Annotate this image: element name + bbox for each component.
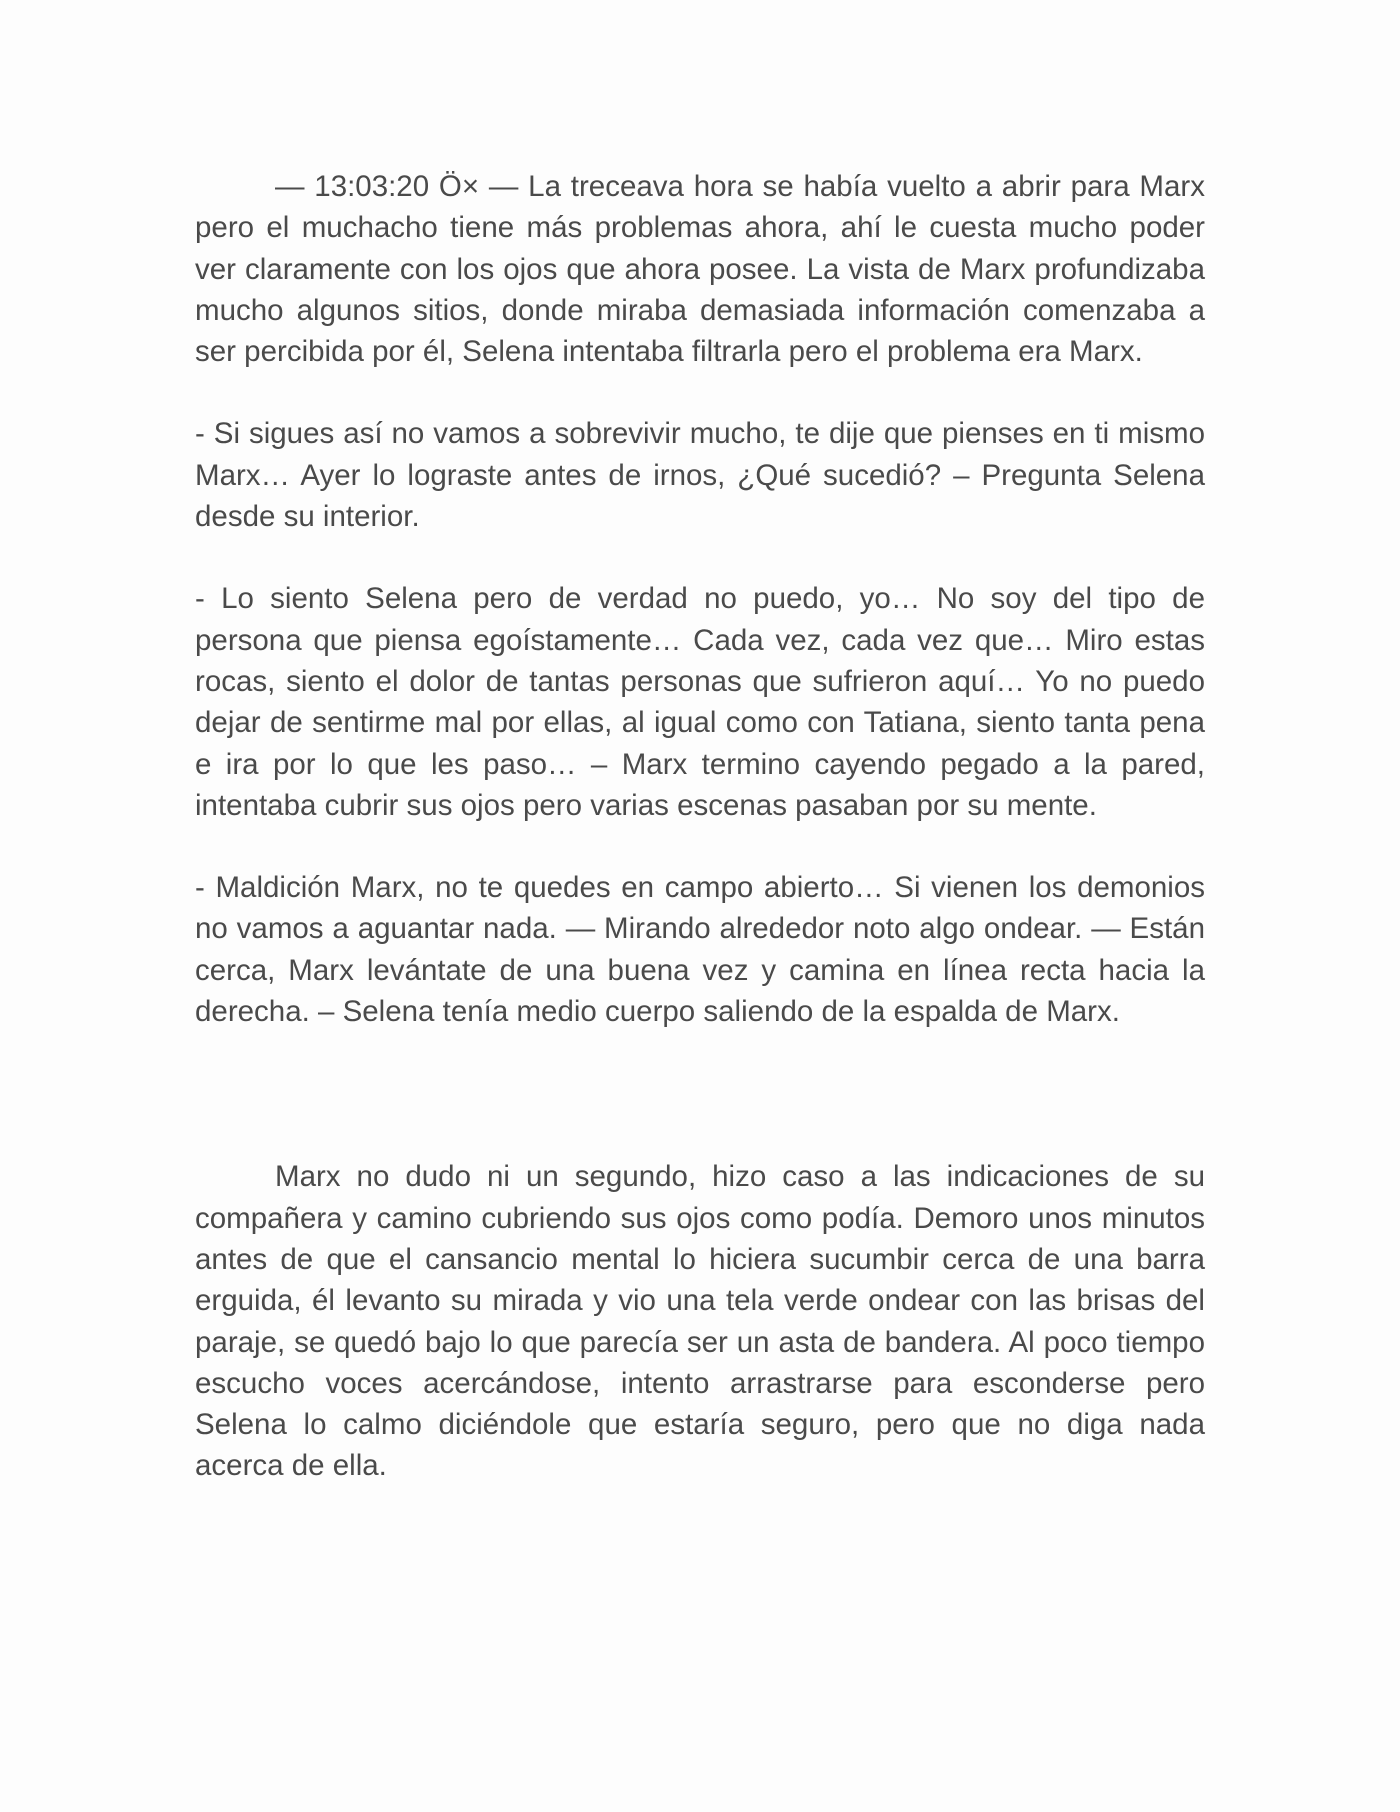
paragraph-5: Marx no dudo ni un segundo, hizo caso a las indicaciones de su compañera y camino cubriendo sus ojos como podía. Demoro unos minutos antes de que el cansancio mental lo hiciera sucumbir cerca de una barra erguida, él levanto su mirada y vio una tela verde ondear con las brisas del paraje, se quedó bajo lo que parecía ser un asta de bandera. Al poco tiempo escucho voces acercándose, intento arrastrarse para esconderse pero Selena lo calmo diciéndole que estaría seguro, pero que no diga nada acerca de ella. [195,1160,1205,1483]
paragraph-1: — 13:03:20 Ö× — La treceava hora se había vuelto a abrir para Marx pero el muchacho tiene más problemas ahora, ahí le cuesta mucho poder ver claramente con los ojos que ahora posee. La vista de Marx profundizaba mucho algunos sitios, donde miraba demasiada información comenzaba a ser percibida por él, Selena intentaba filtrarla pero el problema era Marx. [195,170,1205,369]
document-body [195,166,1205,1487]
paragraph-4: - Maldición Marx, no te quedes en campo abierto… Si vienen los demonios no vamos a aguantar nada. — Mirando alrededor noto algo ondear. — Están cerca, Marx levántate de una buena vez y camina en línea recta hacia la derecha. – Selena tenía medio cuerpo saliendo de la espalda de Marx. [195,871,1205,1029]
paragraph-3: - Lo siento Selena pero de verdad no puedo, yo… No soy del tipo de persona que piensa egoístamente… Cada vez, cada vez que… Miro estas rocas, siento el dolor de tantas personas que sufrieron aquí… Yo no puedo dejar de sentirme mal por ellas, al igual como con Tatiana, siento tanta pena e ira por lo que les paso… – Marx termino cayendo pegado a la pared, intentaba cubrir sus ojos pero varias escenas pasaban por su mente. [195,582,1205,822]
paragraph-2: - Si sigues así no vamos a sobrevivir mucho, te dije que pienses en ti mismo Marx… Ayer lo lograste antes de irnos, ¿Qué sucedió? – Pregunta Selena desde su interior. [195,417,1205,534]
